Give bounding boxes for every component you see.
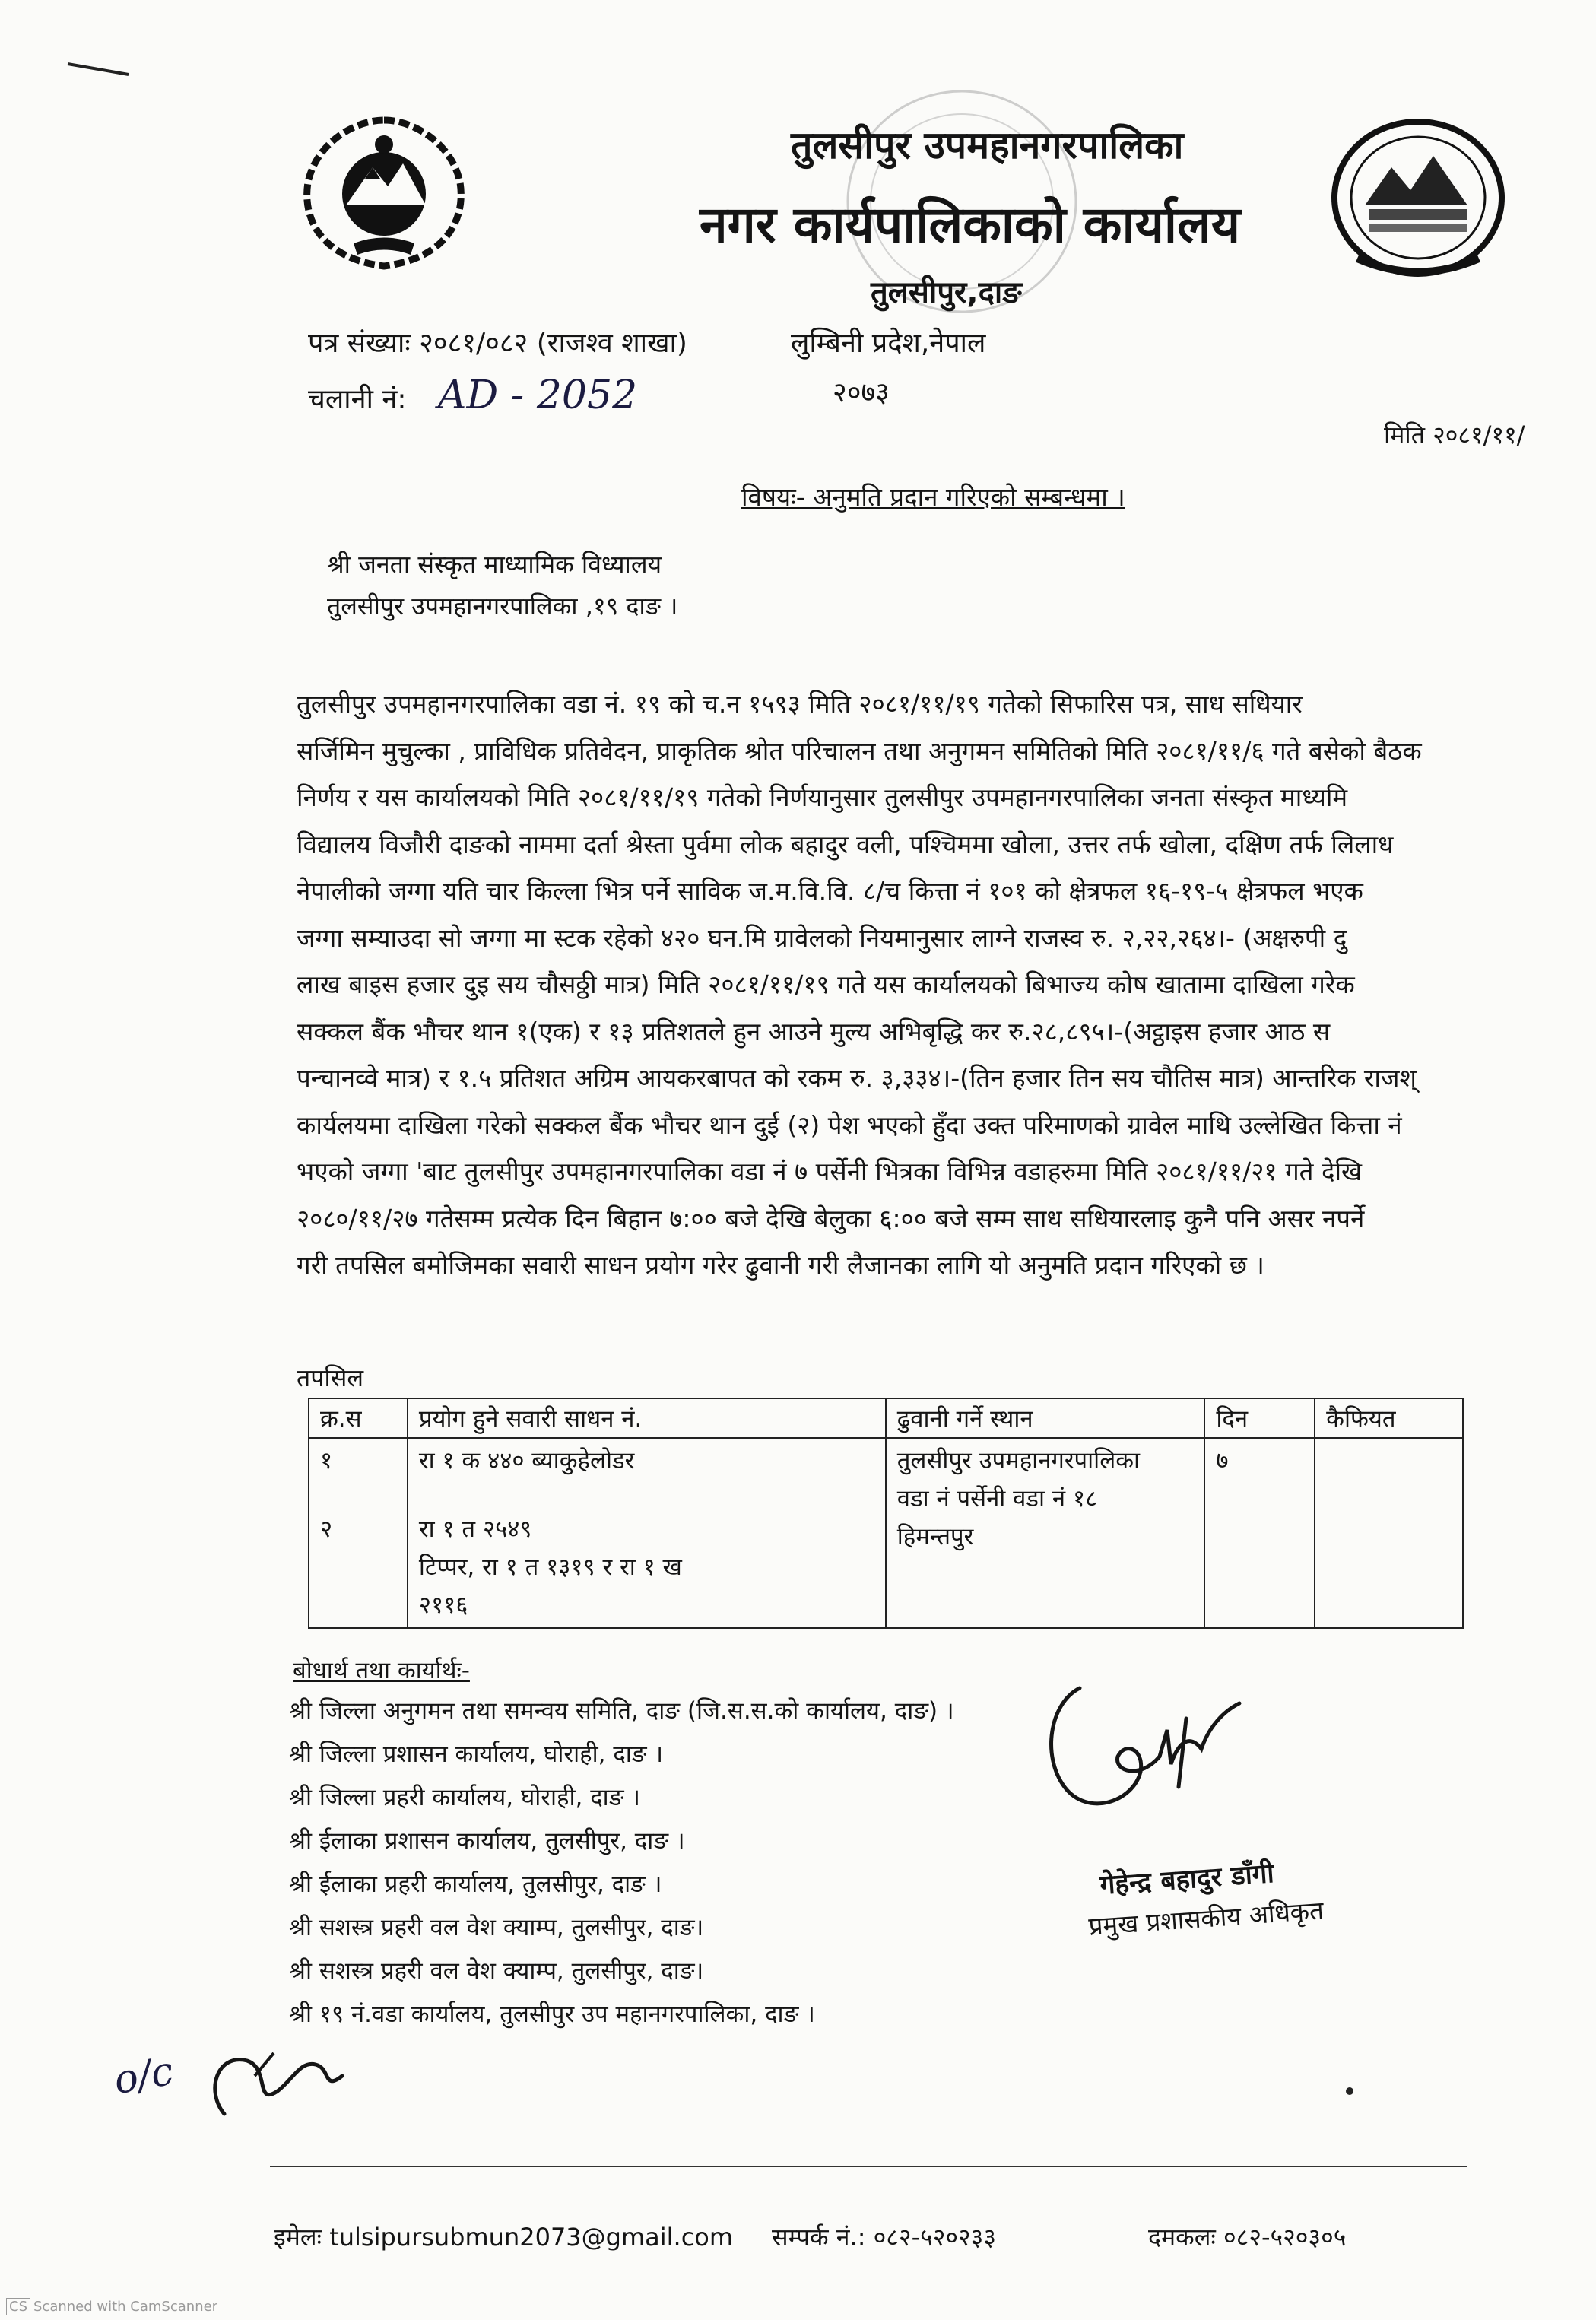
- municipality-name: तुलसीपुर उपमहानगरपालिका: [791, 123, 1184, 167]
- header-location: ढुवानी गर्ने स्थान: [886, 1398, 1205, 1438]
- serial-2: २: [320, 1515, 333, 1543]
- vehicle-line: २११६: [418, 1592, 468, 1619]
- header-remarks: कैफियत: [1315, 1398, 1463, 1438]
- vehicle-line: टिप्पर, रा १ त १३१९ र रा १ ख: [418, 1554, 682, 1581]
- dispatch-number-row: [308, 373, 637, 418]
- cc-title: बोधार्थ तथा कार्यार्थः-: [293, 1657, 470, 1684]
- body-line: पन्चानव्वे मात्र) र १.५ प्रतिशत अग्रिम आयकरबापत को रकम रु. ३,३३४।-(तिन हजार तिन सय चौतिस मात्र) आन्तरिक राजश्: [297, 1063, 1417, 1093]
- letter-number-label: पत्र संख्याः: [308, 328, 411, 359]
- header-vehicle: प्रयोग हुने सवारी साधन नं.: [408, 1398, 886, 1438]
- serial-cell: [309, 1438, 408, 1628]
- established-year: २०७३: [833, 377, 890, 408]
- letter-body: [297, 681, 1582, 1289]
- table-row: [309, 1438, 1463, 1628]
- location-cell: [886, 1438, 1205, 1628]
- email-label: इमेलः: [274, 2223, 322, 2252]
- vehicle-line: रा १ त २५४९: [418, 1515, 532, 1543]
- location-line: वडा नं पर्सेनी वडा नं १८: [896, 1485, 1098, 1512]
- cc-item: श्री सशस्त्र प्रहरी वल वेश क्याम्प, तुलसीपुर, दाङ।: [289, 1914, 704, 1941]
- letter-date: मिति २०८१/११/: [1384, 421, 1525, 449]
- serial-1: १: [320, 1447, 333, 1474]
- municipality-logo-icon: [1327, 114, 1509, 281]
- body-line: निर्णय र यस कार्यालयको मिति २०८१/११/१९ गतेको निर्णयानुसार तुलसीपुर उपमहानगरपालिका जनता संस्कृत माध्यमि: [297, 782, 1348, 812]
- dispatch-number-value: AD - 2052: [437, 373, 638, 418]
- letter-number-row: [308, 323, 687, 360]
- contact-label: सम्पर्क नं.:: [772, 2223, 866, 2252]
- dispatch-number-label: चलानी नं:: [308, 384, 407, 415]
- scanner-watermark: [6, 2298, 217, 2315]
- location-line: हिमन्तपुर: [896, 1523, 974, 1550]
- body-line: सक्कल बैंक भौचर थान १(एक) र १३ प्रतिशतले हुन आउने मुल्य अभिबृद्धि कर रु.२८,८९५।-(अट्ठाइस हजार आठ स: [297, 1016, 1331, 1046]
- remarks-cell: [1315, 1438, 1463, 1628]
- cc-item: श्री ईलाका प्रशासन कार्यालय, तुलसीपुर, दाङ ।: [289, 1827, 685, 1855]
- addressee-line-2: तुलसीपुर उपमहानगरपालिका ,१९ दाङ ।: [327, 592, 678, 620]
- footer-contact: [772, 2220, 996, 2253]
- cc-item: श्री जिल्ला प्रहरी कार्यालय, घोराही, दाङ ।: [289, 1784, 641, 1811]
- vehicle-cell: [408, 1438, 886, 1628]
- cc-item: श्री सशस्त्र प्रहरी वल वेश क्याम्प, तुलसीपुर, दाङ।: [289, 1957, 704, 1985]
- office-name: नगर कार्यपालिकाको कार्यालय: [700, 195, 1240, 254]
- body-line: सर्जिमिन मुचुल्का , प्राविधिक प्रतिवेदन, प्राकृतिक श्रोत परिचालन तथा अनुगमन समितिको मिति २०८१/११/६ गते बसेको बैठक: [297, 735, 1422, 766]
- pen-mark: [65, 53, 133, 84]
- body-line: २०८०/११/२७ गतेसम्म प्रत्येक दिन बिहान ७:०० बजे देखि बेलुका ६:०० बजे सम्म साध सधियारलाइ कुनै पनि असर नपर्ने: [297, 1203, 1365, 1233]
- header-days: दिन: [1204, 1398, 1315, 1438]
- body-line: भएको जग्गा 'बाट तुलसीपुर उपमहानगरपालिका वडा नं ७ पर्सेनी भित्रका विभिन्न वडाहरुमा मिति २०८१/११/२१ गते देखि: [297, 1157, 1363, 1186]
- watermark-text: Scanned with CamScanner: [33, 2299, 218, 2315]
- header-serial: क्र.स: [309, 1398, 408, 1438]
- fire-label: दमकलः: [1148, 2223, 1216, 2252]
- ink-dot: [1346, 2087, 1353, 2095]
- contact-value: ०८२-५२०२३३: [873, 2223, 996, 2252]
- days-cell: ७: [1204, 1438, 1315, 1628]
- cc-list: [289, 1694, 954, 2041]
- government-emblem-icon: [300, 114, 468, 274]
- body-line: विद्यालय विजौरी दाङको नाममा दर्ता श्रेस्ता पुर्वमा लोक बहादुर वली, पश्चिममा खोला, उत्तर तर्फ खोला, दक्षिण तर्फ लिलाध: [297, 829, 1394, 859]
- footer-divider: [270, 2166, 1467, 2167]
- table-header-row: [309, 1398, 1463, 1438]
- schedule-title: तपसिल: [297, 1363, 364, 1392]
- vehicle-schedule-table: [308, 1398, 1464, 1629]
- letter-subject: विषयः- अनुमति प्रदान गरिएको सम्बन्धमा ।: [741, 482, 1125, 512]
- province-name: लुम्बिनी प्रदेश,नेपाल: [791, 328, 986, 359]
- signatory-title: प्रमुख प्रशासकीय अधिकृत: [1087, 1895, 1325, 1941]
- body-line: गरी तपसिल बमोजिमका सवारी साधन प्रयोग गरेर ढुवानी गरी लैजानका लागि यो अनुमति प्रदान गरिएको छ ।: [297, 1250, 1264, 1280]
- body-line: नेपालीको जग्गा यति चार किल्ला भित्र पर्ने साविक ज.म.वि.वि. ८/च कित्ता नं १०१ को क्षेत्रफल १६-१९-५ क्षेत्रफल भएक: [297, 876, 1363, 906]
- oc-annotation: o/c: [110, 2048, 177, 2104]
- email-value: tulsipursubmun2073@gmail.com: [329, 2223, 734, 2252]
- camscanner-icon: CS: [6, 2298, 30, 2315]
- addressee-line-1: श्री जनता संस्कृत माध्यामिक विध्यालय: [327, 550, 662, 579]
- vehicle-line: रा १ क ४४० ब्याकुहेलोडर: [418, 1447, 635, 1474]
- signature-icon: [1034, 1658, 1277, 1840]
- body-line: तुलसीपुर उपमहानगरपालिका वडा नं. १९ को च.न १५९३ मिति २०८१/११/१९ गतेको सिफारिस पत्र, साध सधियार: [297, 689, 1303, 719]
- location-line: तुलसीपुर उपमहानगरपालिका: [896, 1447, 1141, 1474]
- fire-value: ०८२-५२०३०५: [1223, 2223, 1347, 2252]
- footer-email: [274, 2220, 733, 2253]
- signatory-name: गेहेन्द्र बहादुर डाँगी: [1099, 1858, 1275, 1901]
- office-location: तुलसीपुर,दाङ: [871, 275, 1022, 310]
- cc-item: श्री १९ नं.वडा कार्यालय, तुलसीपुर उप महानगरपालिका, दाङ ।: [289, 2001, 815, 2028]
- initials-signature-icon: [201, 2030, 354, 2129]
- letter-number-value: २०८१/०८२ (राजश्व शाखा): [419, 328, 687, 359]
- footer-fire: [1148, 2220, 1346, 2253]
- cc-item: श्री जिल्ला अनुगमन तथा समन्वय समिति, दाङ (जि.स.स.को कार्यालय, दाङ) ।: [289, 1697, 954, 1725]
- body-line: कार्यलयमा दाखिला गरेको सक्कल बैंक भौचर थान दुई (२) पेश भएको हुँदा उक्त परिमाणको ग्रावेल माथि उल्लेखित कित्ता नं: [297, 1109, 1402, 1140]
- cc-item: श्री ईलाका प्रहरी कार्यालय, तुलसीपुर, दाङ ।: [289, 1871, 662, 1898]
- body-line: जग्गा सम्याउदा सो जग्गा मा स्टक रहेको ४२० घन.मि ग्रावेलको नियमानुसार लाग्ने राजस्व रु. २,२२,२६४।- (अक्षरुपी दु: [297, 922, 1347, 953]
- cc-item: श्री जिल्ला प्रशासन कार्यालय, घोराही, दाङ ।: [289, 1741, 664, 1768]
- body-line: लाख बाइस हजार दुइ सय चौसठ्ठी मात्र) मिति २०८१/११/१९ गते यस कार्यालयको बिभाज्य कोष खातामा दाखिला गरेक: [297, 970, 1355, 999]
